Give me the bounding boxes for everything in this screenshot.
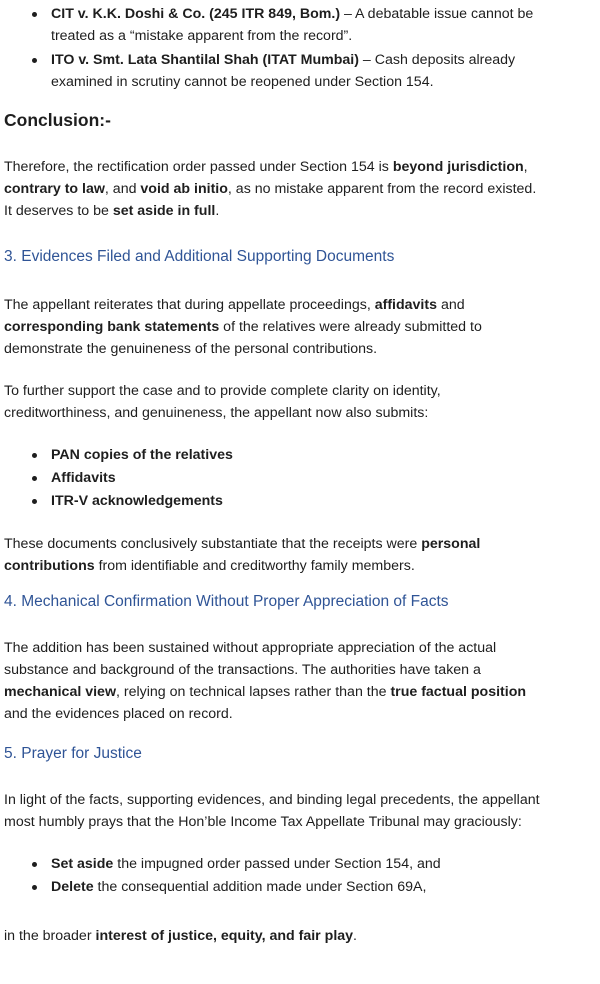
list-item xyxy=(4,49,600,93)
list-item: ITR-V acknowledgements xyxy=(4,490,600,513)
list-item xyxy=(4,853,600,876)
text: Therefore, the rectification order passed under Section 154 is xyxy=(4,159,393,175)
case-text: – A debatable issue cannot be xyxy=(340,6,534,22)
list-item xyxy=(4,876,600,899)
text: . xyxy=(353,928,357,944)
case-text: examined in scrutiny cannot be reopened under Section 154. xyxy=(51,74,434,90)
documents-list xyxy=(4,444,600,513)
list-item: Affidavits xyxy=(4,467,600,490)
text: substance and background of the transactions. The authorities have taken a xyxy=(4,662,481,678)
text: the impugned order passed under Section 154, and xyxy=(113,856,441,872)
case-citation: ITO v. Smt. Lata Shantilal Shah (ITAT Mumbai) xyxy=(51,52,359,68)
section-4-paragraph xyxy=(4,637,600,725)
emphasis: set aside in full xyxy=(112,203,216,219)
text: The addition has been sustained without appropriate appreciation of the actual xyxy=(4,640,497,656)
emphasis: Set aside xyxy=(51,856,114,872)
text: , and xyxy=(104,181,141,197)
text: the consequential addition made under Section 69A, xyxy=(93,879,427,895)
emphasis: mechanical view xyxy=(4,684,116,700)
text: and the evidences placed on record. xyxy=(4,706,233,722)
section-5-heading: 5. Prayer for Justice xyxy=(4,745,142,762)
emphasis: Delete xyxy=(51,879,94,895)
list-item xyxy=(4,3,600,47)
text: in the broader xyxy=(4,928,96,944)
emphasis: contrary to law xyxy=(4,181,105,197)
text: , xyxy=(523,159,528,175)
section-5-paragraph xyxy=(4,789,600,833)
text: from identifiable and creditworthy family members. xyxy=(94,558,415,574)
section-4-heading: 4. Mechanical Confirmation Without Proper Appreciation of Facts xyxy=(4,593,449,610)
text: most humbly prays that the Hon’ble Income Tax Appellate Tribunal may graciously: xyxy=(4,814,522,830)
text: creditworthiness, and genuineness, the appellant now also submits: xyxy=(4,405,429,421)
text: In light of the facts, supporting evidences, and binding legal precedents, the appellant xyxy=(4,792,540,808)
text: . xyxy=(215,203,220,219)
case-text: treated as a “mistake apparent from the record”. xyxy=(51,28,353,44)
text: The appellant reiterates that during appellate proceedings, xyxy=(4,297,375,313)
text: , as no mistake apparent from the record existed. xyxy=(227,181,537,197)
text: To further support the case and to provide complete clarity on identity, xyxy=(4,383,441,399)
section-3-paragraph-3 xyxy=(4,533,600,577)
case-citation: CIT v. K.K. Doshi & Co. (245 ITR 849, Bom.) xyxy=(51,6,341,22)
emphasis: personal xyxy=(421,536,481,552)
emphasis: true factual position xyxy=(390,684,527,700)
conclusion-paragraph xyxy=(4,156,600,222)
emphasis: contributions xyxy=(4,558,95,574)
closing-paragraph xyxy=(4,925,600,947)
text: These documents conclusively substantiate that the receipts were xyxy=(4,536,422,552)
text: It deserves to be xyxy=(4,203,113,219)
emphasis: beyond jurisdiction xyxy=(392,159,524,175)
case-list xyxy=(4,0,600,93)
section-3-paragraph-1 xyxy=(4,294,600,360)
text: and xyxy=(437,297,465,313)
emphasis: corresponding bank statements xyxy=(4,319,220,335)
text: demonstrate the genuineness of the personal contributions. xyxy=(4,341,378,357)
section-3-paragraph-2 xyxy=(4,380,600,424)
text: , relying on technical lapses rather than the xyxy=(115,684,391,700)
text: of the relatives were already submitted to xyxy=(219,319,482,335)
case-text: – Cash deposits already xyxy=(358,52,516,68)
prayer-list xyxy=(4,853,600,899)
conclusion-heading: Conclusion:- xyxy=(4,110,111,130)
emphasis: affidavits xyxy=(374,297,437,313)
section-3-heading: 3. Evidences Filed and Additional Supporting Documents xyxy=(4,248,395,265)
emphasis: interest of justice, equity, and fair play xyxy=(95,928,354,944)
emphasis: void ab initio xyxy=(140,181,228,197)
list-item: PAN copies of the relatives xyxy=(4,444,600,467)
